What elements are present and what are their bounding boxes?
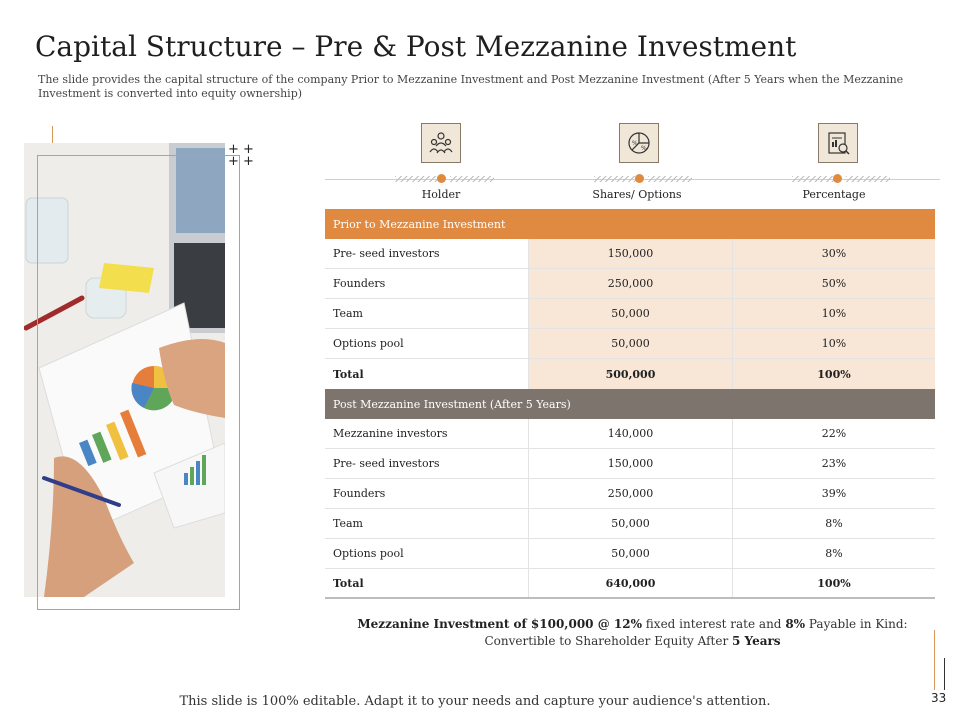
document-icon [824, 129, 852, 157]
cell-holder: Founders [333, 277, 386, 290]
holder-people-icon [421, 123, 461, 163]
table-row [325, 449, 935, 479]
table-row-total [325, 569, 935, 599]
timeline-dot [635, 174, 644, 183]
cell-percentage: 39% [732, 479, 935, 508]
note-bold-3: 5 Years [732, 634, 781, 648]
document-chart-icon [818, 123, 858, 163]
pie-chart-percent-icon [619, 123, 659, 163]
note-text-3: Convertible to Shareholder Equity After [484, 634, 733, 648]
column-header-holder: Holder [421, 188, 461, 201]
cell-shares: 140,000 [528, 419, 732, 448]
cell-percentage: 100% [732, 359, 935, 389]
cell-percentage: 50% [732, 269, 935, 298]
section-header-post: Post Mezzanine Investment (After 5 Years) [325, 389, 935, 419]
cell-percentage: 8% [732, 509, 935, 538]
cell-shares: 250,000 [528, 269, 732, 298]
svg-text:%: % [632, 140, 638, 147]
note-text-2: Payable in Kind: [805, 617, 908, 631]
cell-percentage: 100% [732, 569, 935, 597]
table-row [325, 329, 935, 359]
cell-shares: 50,000 [528, 299, 732, 328]
cell-percentage: 10% [732, 329, 935, 358]
note-bold-2: 8% [785, 617, 806, 631]
people-icon [427, 129, 455, 157]
cell-shares: 150,000 [528, 449, 732, 478]
cell-shares: 150,000 [528, 239, 732, 268]
table-row [325, 509, 935, 539]
footer-text: This slide is 100% editable. Adapt it to your needs and capture your audience's attention. [179, 694, 771, 709]
cell-percentage: 8% [732, 539, 935, 568]
capital-structure-table [325, 209, 935, 599]
page-subtitle: The slide provides the capital structure of the company Prior to Mezzanine Investment and Post Mezzanine Investment (After 5 Years when the Mezzanine Investment is converted into equity ownership) [38, 73, 904, 100]
table-row [325, 239, 935, 269]
cell-percentage: 22% [732, 419, 935, 448]
cell-percentage: 30% [732, 239, 935, 268]
decorative-line [944, 658, 945, 690]
timeline-dot [437, 174, 446, 183]
cell-holder: Team [333, 517, 363, 530]
cell-holder: Team [333, 307, 363, 320]
cell-shares: 50,000 [528, 509, 732, 538]
plus-decoration: + + [228, 142, 254, 157]
cell-holder: Mezzanine investors [333, 427, 448, 440]
cell-shares: 250,000 [528, 479, 732, 508]
cell-holder: Founders [333, 487, 386, 500]
page-number: 33 [931, 691, 947, 705]
section-header-pre: Prior to Mezzanine Investment [325, 209, 935, 239]
table-row [325, 269, 935, 299]
cell-holder: Total [333, 367, 364, 381]
decorative-line [934, 630, 935, 690]
cell-shares: 500,000 [528, 359, 732, 389]
table-row [325, 419, 935, 449]
cell-holder: Pre- seed investors [333, 247, 440, 260]
cell-holder: Options pool [333, 337, 404, 350]
svg-text:%: % [641, 145, 647, 152]
hatch-decoration [395, 176, 439, 182]
hatch-decoration [792, 176, 836, 182]
note-bold-1: Mezzanine Investment of $100,000 @ 12% [357, 617, 642, 631]
desk-photo-illustration [24, 143, 225, 597]
investment-note [325, 616, 940, 650]
desk-photo [24, 143, 225, 597]
table-row [325, 299, 935, 329]
table-row [325, 539, 935, 569]
cell-holder: Options pool [333, 547, 404, 560]
hatch-decoration [648, 176, 692, 182]
table-row [325, 479, 935, 509]
cell-percentage: 10% [732, 299, 935, 328]
cell-percentage: 23% [732, 449, 935, 478]
page-title: Capital Structure – Pre & Post Mezzanine Investment [35, 30, 797, 63]
pie-chart-icon [625, 129, 653, 157]
table-row-total [325, 359, 935, 389]
hatch-decoration [594, 176, 638, 182]
cell-holder: Pre- seed investors [333, 457, 440, 470]
column-header-shares: Shares/ Options [592, 188, 682, 201]
note-text-1: fixed interest rate and [641, 617, 786, 631]
plus-decoration: + + [228, 154, 254, 169]
cell-holder: Total [333, 576, 364, 590]
cell-shares: 50,000 [528, 329, 732, 358]
hatch-decoration [846, 176, 890, 182]
cell-shares: 640,000 [528, 569, 732, 597]
timeline-dot [833, 174, 842, 183]
hatch-decoration [450, 176, 494, 182]
cell-shares: 50,000 [528, 539, 732, 568]
column-header-percentage: Percentage [802, 188, 866, 201]
